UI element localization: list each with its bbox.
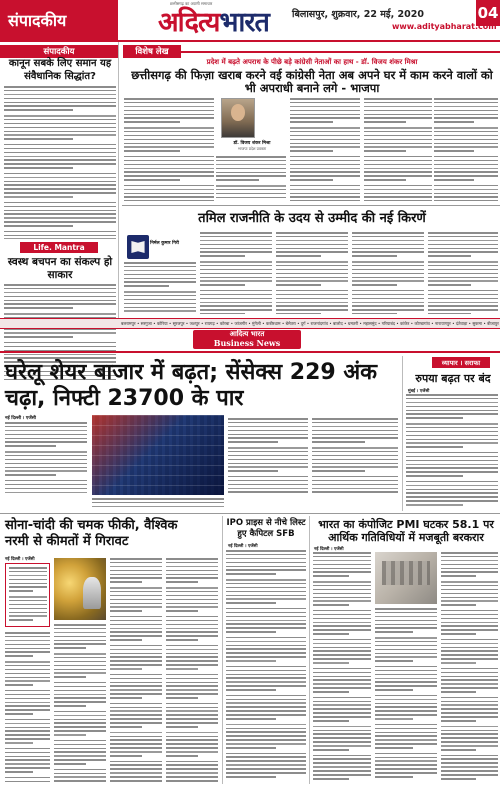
rupee-divider — [402, 356, 403, 511]
pmi-headline[interactable]: भारत का कंपोजिट PMI घटकर 58.1 पर आर्थिक गतिविधियों में मजबूती बरकरार — [318, 518, 494, 544]
pmi-body-col2 — [375, 608, 437, 782]
ticker-left-strip — [0, 318, 118, 329]
lead-business-body-col3 — [312, 418, 398, 494]
life-mantra-headline[interactable]: स्वस्थ बचपन का संकल्प हो साकार — [7, 256, 113, 281]
book-icon — [127, 235, 149, 259]
life-mantra-tag: Life. Mantra — [20, 242, 98, 253]
tamil-body-col4 — [352, 232, 424, 314]
gold-headline[interactable]: सोना-चांदी की चमक फीकी, वैश्विक नरमी से कीमतों में गिरावट — [5, 518, 178, 549]
district-ticker: बलरामपुर • सरगुजा • कोरिया • सूरजपुर • जशपुर • रायगढ़ • कोरबा • जांजगीर • मुंगेली • कबीरधाम • बेमेतरा • दुर्ग • राजनांदगांव • बालोद • धमतरी • महासमुंद • गरियाबंद • कांकेर • कोण्डागांव • नारायणपुर • दंतेवाड़ा • सुकमा • बीजापुर — [118, 318, 500, 329]
tamil-body-col3 — [276, 232, 348, 314]
special-tag-rule — [181, 51, 500, 53]
business-banner — [193, 330, 301, 349]
editorial-tag: संपादकीय — [0, 45, 118, 58]
section-banner — [0, 0, 118, 40]
lead-business-body-col2 — [228, 418, 308, 494]
rupee-tag: व्यापार । सराफा — [432, 357, 490, 368]
special-body-col3 — [364, 98, 432, 201]
section-title: संपादकीय — [8, 11, 67, 30]
gold-highlight-box — [5, 563, 50, 627]
website-link[interactable]: www.adityabharat.com — [392, 22, 497, 31]
masthead-rule — [0, 40, 500, 42]
pmi-byline: नई दिल्ली । एजेंसी — [314, 547, 344, 552]
logo-text: अदित्यभारत — [158, 7, 269, 38]
rupee-body — [406, 394, 498, 510]
gold-body-col4 — [166, 558, 218, 782]
newspaper-logo[interactable] — [158, 2, 270, 38]
special-body-col2 — [290, 98, 360, 201]
special-tag: विशेष लेख — [123, 45, 181, 58]
gold-silver-photo — [54, 558, 106, 620]
gold-body-col3 — [110, 558, 162, 782]
tamil-body-col5 — [428, 232, 498, 314]
tamil-body-col1 — [124, 262, 196, 314]
logo-tagline: छत्तीसगढ़ का अग्रणी समाचार — [170, 1, 213, 6]
pmi-body-col3 — [441, 552, 498, 782]
ipo-divider — [309, 516, 310, 784]
business-band-top: आदित्य भारत — [229, 330, 265, 338]
ipo-body — [226, 550, 306, 782]
business-band-title: Business News — [213, 338, 281, 348]
lead-business-byline: नई दिल्ली । एजेंसी — [5, 416, 36, 421]
tamil-body-col2 — [200, 232, 272, 314]
special-kicker[interactable]: प्रदेश में बढ़ते अपराध के पीछे बड़े कांग्रेसी नेताओं का हाथ - डॉ. विजय शंकर मिश्रा — [206, 58, 418, 66]
stock-photo-caption — [92, 498, 224, 510]
stock-market-photo — [92, 415, 224, 495]
author-photo — [221, 98, 255, 138]
pmi-photo — [375, 552, 437, 604]
author-caption — [216, 140, 288, 152]
special-body-col1 — [124, 98, 214, 201]
special-body-col4 — [434, 98, 498, 201]
section-divider — [122, 205, 500, 206]
rupee-byline: मुंबई । एजेंसी — [408, 389, 430, 394]
ipo-byline: नई दिल्ली । एजेंसी — [228, 544, 258, 549]
dateline: बिलासपुर, शुक्रवार, 22 मई, 2020 — [292, 9, 424, 20]
column-divider — [118, 42, 119, 318]
business-rule — [0, 351, 500, 353]
special-body-col1b — [216, 156, 286, 201]
gold-byline: नई दिल्ली । एजेंसी — [5, 557, 35, 562]
author-role: भाजपा प्रदेश प्रवक्ता — [237, 146, 267, 151]
pmi-body-col1 — [313, 552, 371, 782]
gold-divider — [222, 516, 223, 784]
page-number: 04 — [476, 0, 500, 26]
lead-business-body-col1 — [5, 422, 87, 494]
author-name: डॉ. विजय शंकर मिश्रा — [233, 141, 271, 146]
lower-divider — [0, 513, 500, 514]
rupee-headline[interactable]: रुपया बढ़त पर बंद — [415, 372, 491, 385]
editorial-body — [4, 86, 116, 239]
gold-body-col1 — [5, 632, 50, 782]
gold-body-col2 — [54, 624, 106, 782]
lead-business-headline[interactable]: घरेलू शेयर बाजार में बढ़त; सेंसेक्स 229 अंक चढ़ा, निफ्टी 23700 के पार — [5, 360, 378, 411]
special-headline[interactable]: छत्तीसगढ़ की फिज़ा खराब करने वई कांग्रेसी नेता अब अपने घर में काम करने वालों को भी अपराधी बनाने लगे - भाजपा — [131, 68, 493, 95]
tamil-author: निर्मल कुमार गिरी — [150, 241, 179, 246]
tamil-headline[interactable]: तमिल राजनीति के उदय से उम्मीद की नई किरणें — [198, 211, 426, 226]
editorial-headline[interactable]: कानून सबके लिए समान यह संवैधानिक सिद्धांत? — [8, 58, 112, 82]
ipo-headline[interactable]: IPO प्राइस से नीचे लिस्ट हुए कैपिटल SFB — [226, 518, 306, 539]
